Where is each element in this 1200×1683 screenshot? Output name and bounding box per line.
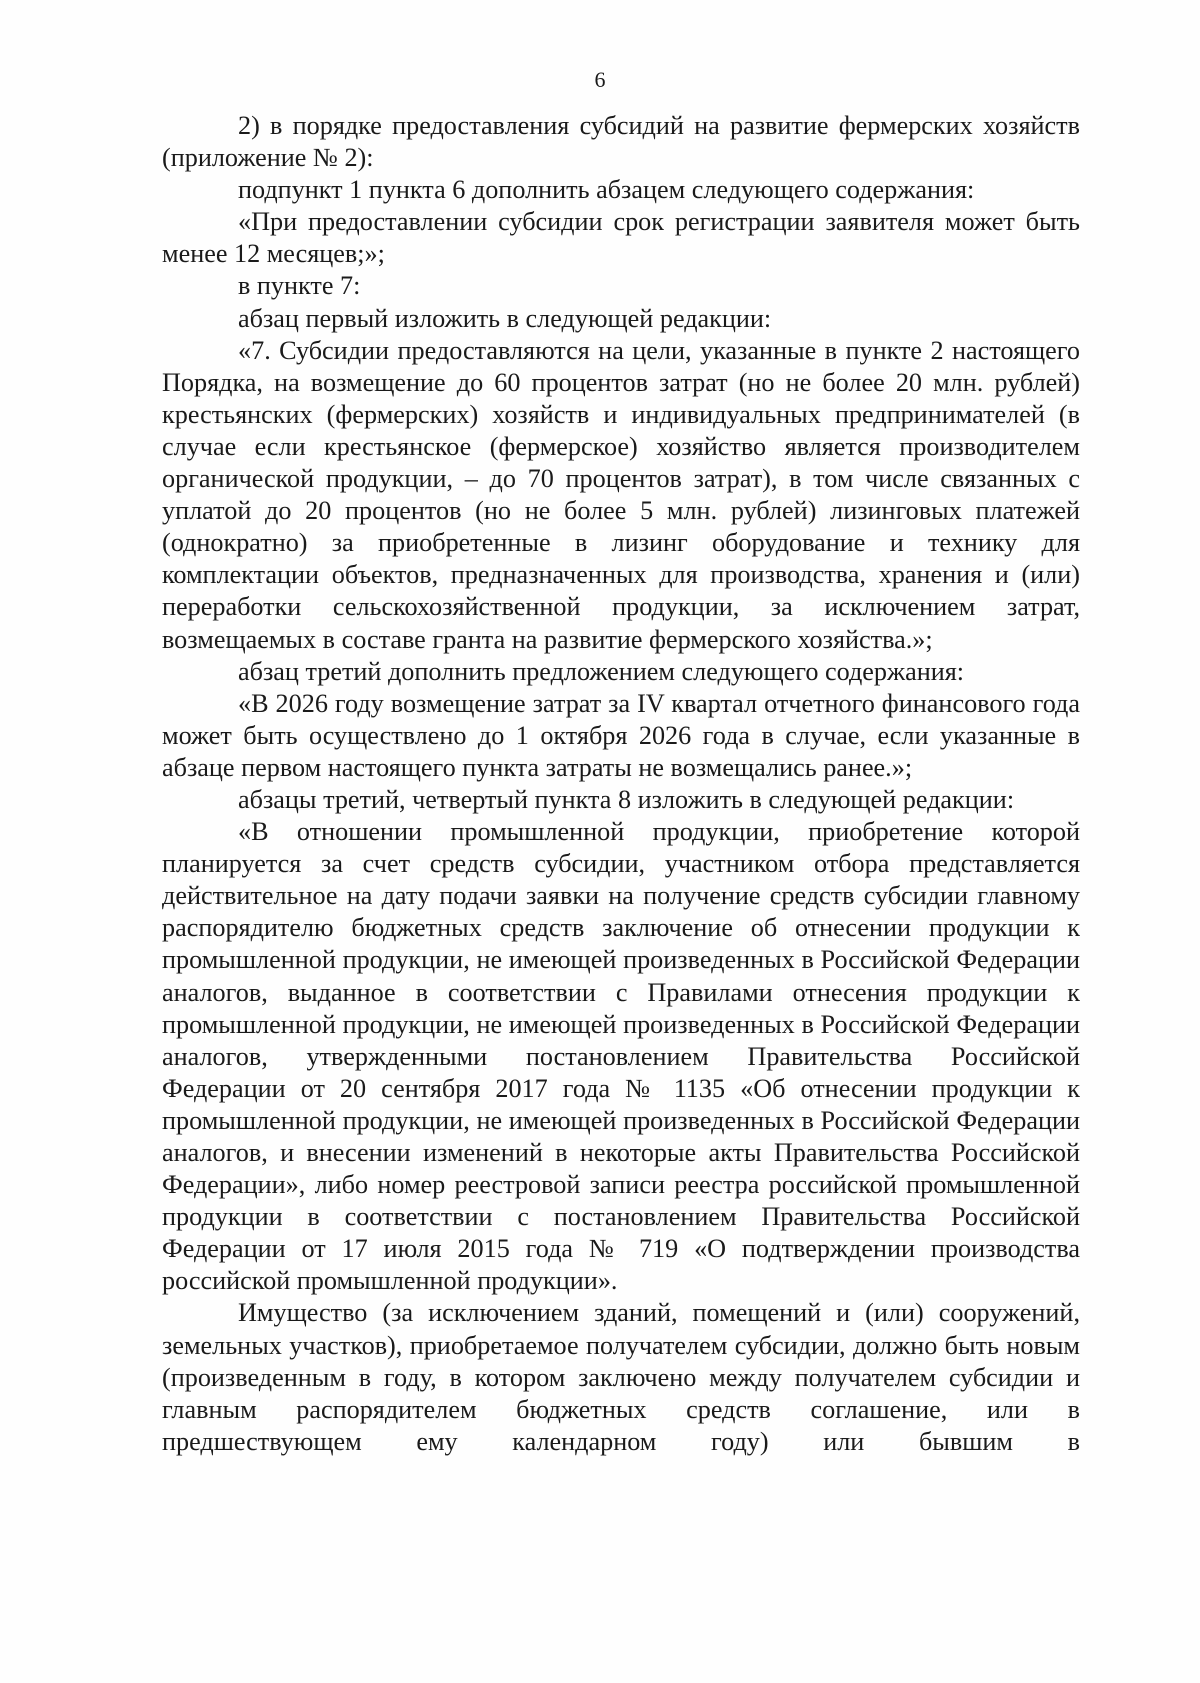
paragraph-property: Имущество (за исключением зданий, помещений и (или) сооружений, земельных участков), приобретаемое получателем субсидии, должно быть новым (произведенным в году, в котором заключено между получателем субсидии и главным распорядителем бюджетных средств соглашение, или в предшествующем ему календарном году) или бывшим в: [162, 1298, 1080, 1456]
paragraph-point-8-instruction: абзацы третий, четвертый пункта 8 изложить в следующей редакции:: [238, 784, 1015, 814]
document-body: [162, 110, 1080, 1458]
paragraph-first-abzac-instruction: абзац первый изложить в следующей редакции:: [238, 303, 772, 333]
paragraph-registration-term: «При предоставлении субсидии срок регистрации заявителя может быть менее 12 месяцев;»;: [162, 207, 1080, 269]
paragraph-subpoint-instruction: подпункт 1 пункта 6 дополнить абзацем следующего содержания:: [238, 175, 975, 205]
paragraph-third-abzac-instruction: абзац третий дополнить предложением следующего содержания:: [238, 656, 965, 686]
paragraph-section-2: 2) в порядке предоставления субсидий на развитие фермерских хозяйств (приложение № 2):: [162, 111, 1080, 173]
page-number: 6: [594, 67, 606, 92]
paragraph-point-7-text: «7. Субсидии предоставляются на цели, указанные в пункте 2 настоящего Порядка, на возмещение до 60 процентов затрат (но не более 20 млн. рублей) крестьянских (фермерских) хозяйств и индивидуальных предпринимателей (в случае если крестьянское (фермерское) хозяйство является производителем органической продукции, – до 70 процентов затрат), в том числе связанных с уплатой до 20 процентов (но не более 5 млн. рублей) лизинговых платежей (однократно) за приобретенные в лизинг оборудование и технику для комплектации объектов, предназначенных для производства, хранения и (или) переработки сельскохозяйственной продукции, за исключением затрат, возмещаемых в составе гранта на развитие фермерского хозяйства.»;: [162, 335, 1080, 654]
paragraph-point-7: в пункте 7:: [238, 271, 361, 301]
paragraph-2026-compensation: «В 2026 году возмещение затрат за IV квартал отчетного финансового года может быть осуществлено до 1 октября 2026 года в случае, если указанные в абзаце первом настоящего пункта затраты не возмещались ранее.»;: [162, 688, 1080, 782]
paragraph-industrial-products: «В отношении промышленной продукции, приобретение которой планируется за счет средств субсидии, участником отбора представляется действительное на дату подачи заявки на получение средств субсидии главному распорядителю бюджетных средств заключение об отнесении продукции к промышленной продукции, не имеющей произведенных в Российской Федерации аналогов, выданное в соответствии с Правилами отнесения продукции к промышленной продукции, не имеющей произведенных в Российской Федерации аналогов, утвержденными постановлением Правительства Российской Федерации от 20 сентября 2017 года № 1135 «Об отнесении продукции к промышленной продукции, не имеющей произведенных в Российской Федерации аналогов, и внесении изменений в некоторые акты Правительства Российской Федерации», либо номер реестровой записи реестра российской промышленной продукции в соответствии с постановлением Правительства Российской Федерации от 17 июля 2015 года № 719 «О подтверждении производства российской промышленной продукции».: [162, 817, 1080, 1296]
